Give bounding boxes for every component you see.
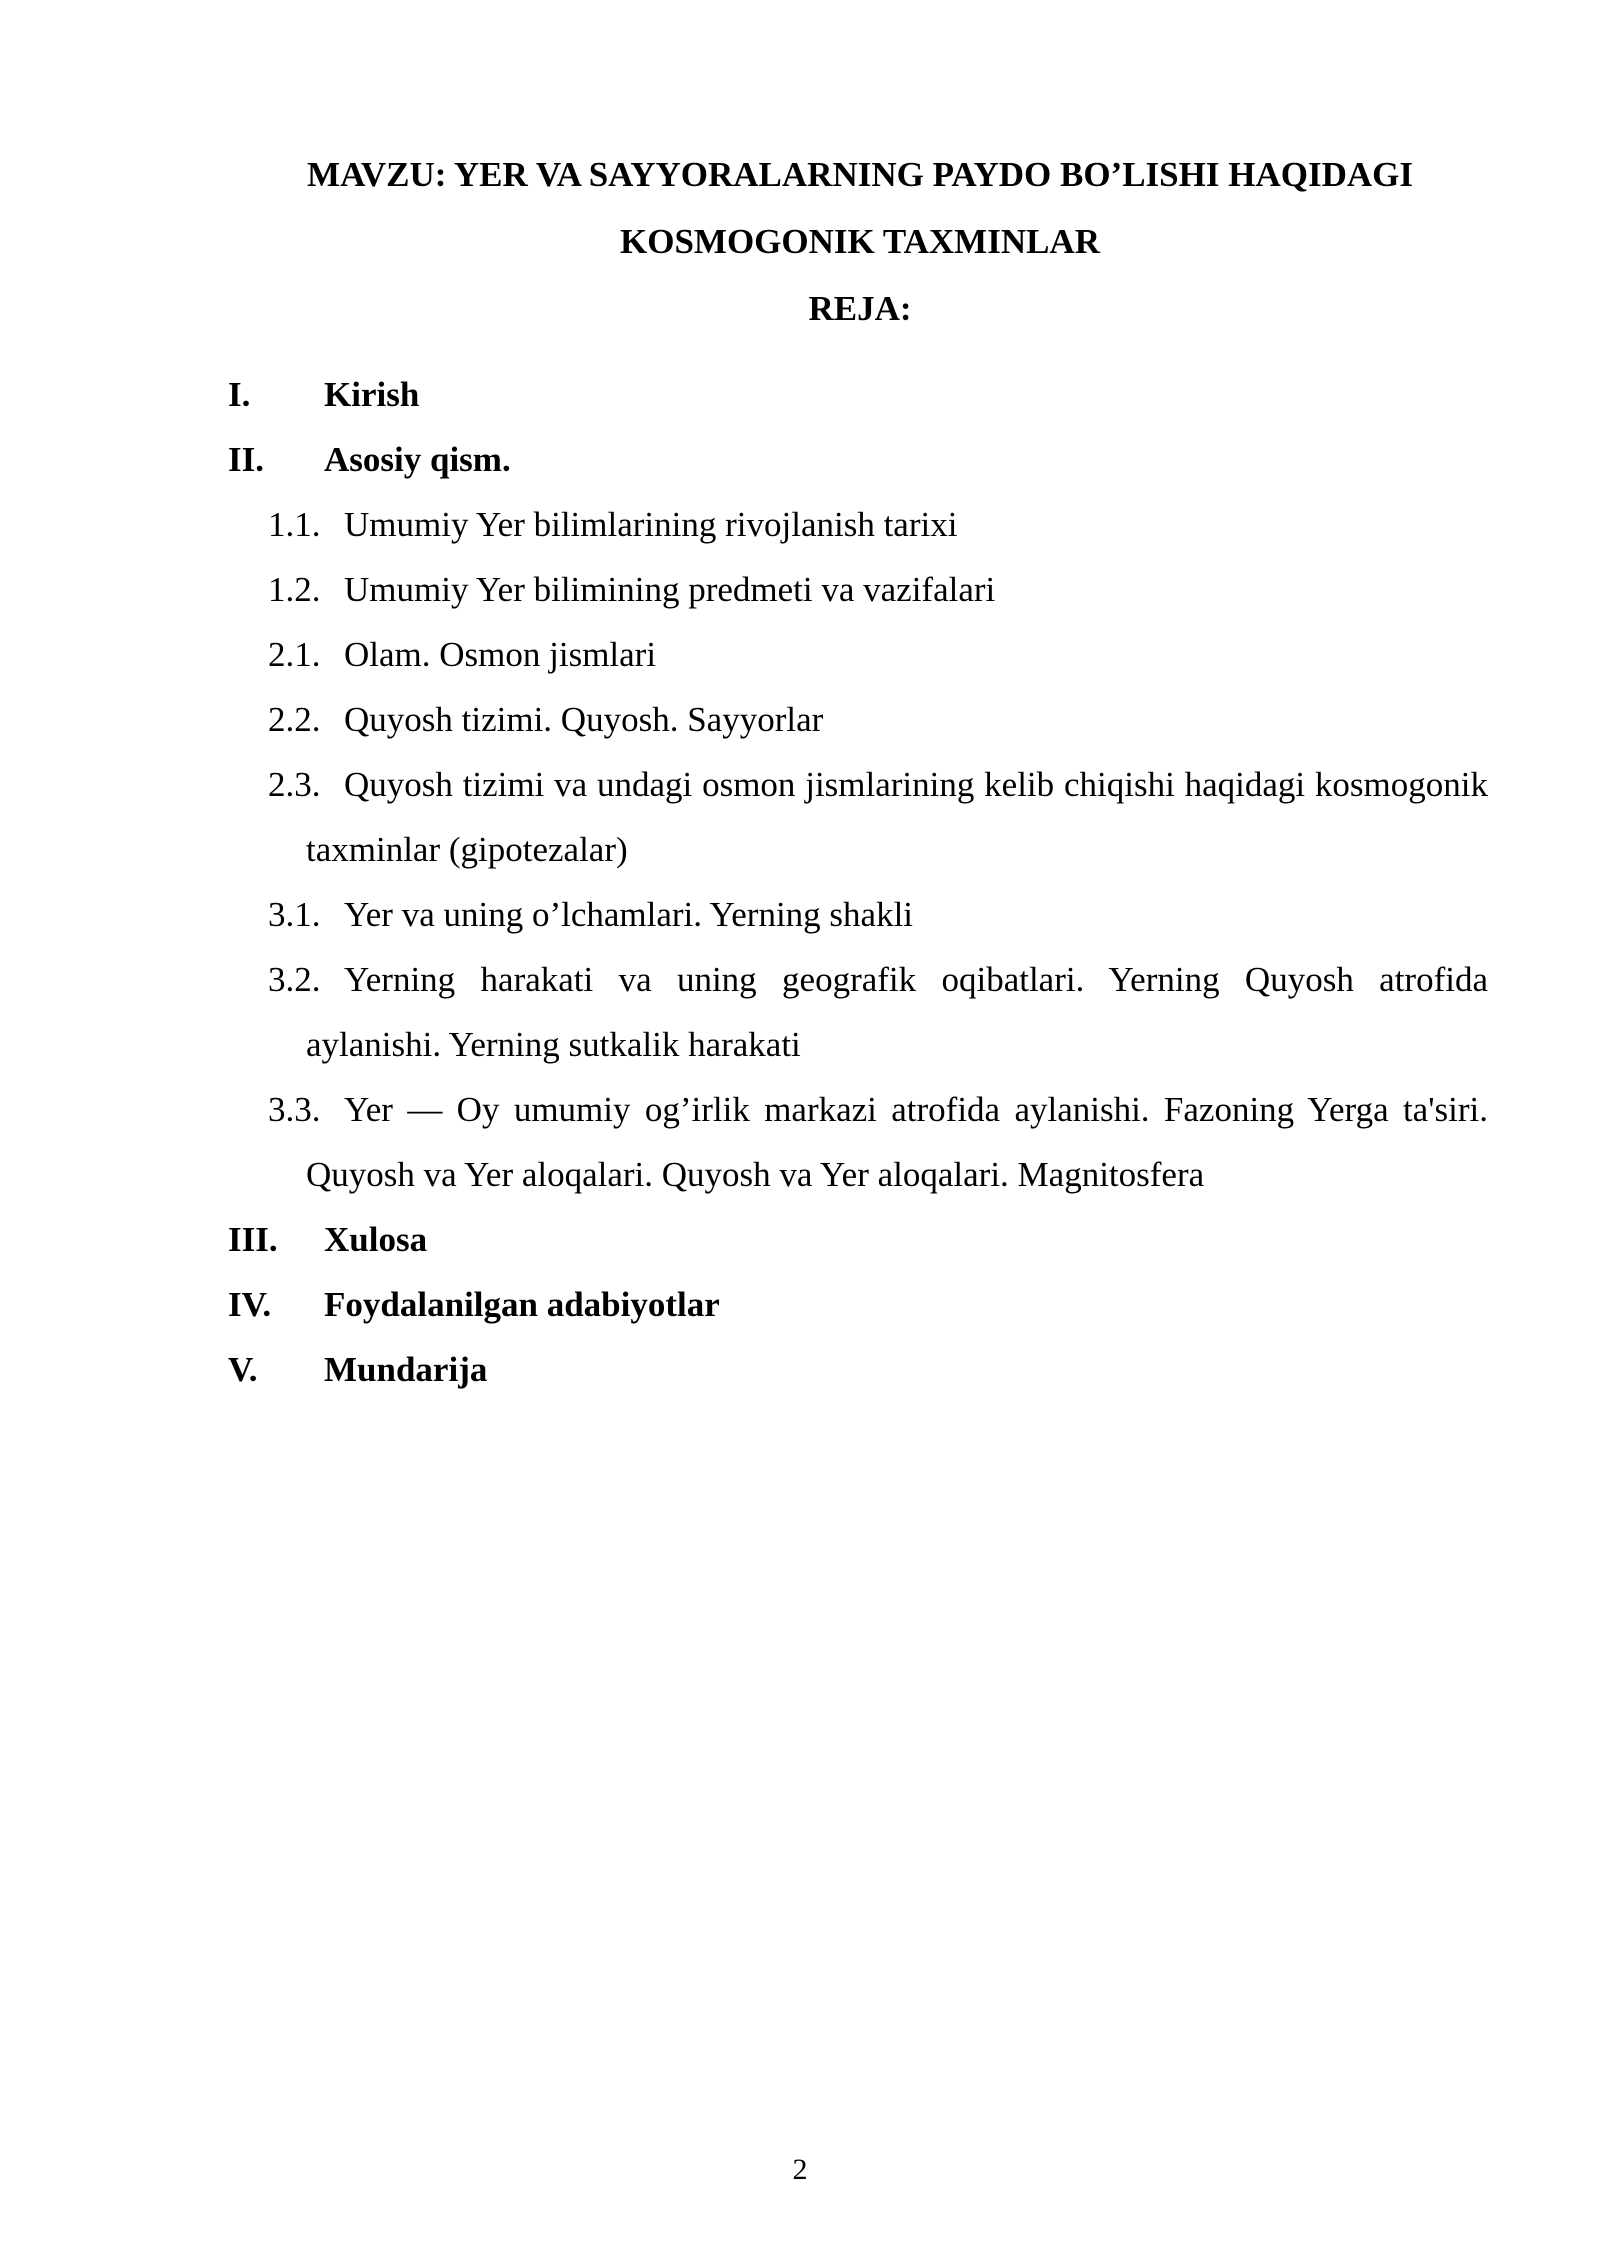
subitem-number: 3.2.: [268, 960, 321, 999]
subitem-number: 1.2.: [268, 570, 321, 609]
plan-subitem: [248, 557, 1488, 622]
plan-item-label: Xulosa: [324, 1220, 428, 1259]
plan-item-label: Asosiy qism.: [324, 440, 511, 479]
plan-subitem: [248, 752, 1488, 882]
subitem-label: Yer — Oy umumiy og’irlik markazi atrofida aylanishi. Fazoning Yerga ta's​iri. Quyosh va Yer aloqalari. Quyosh va Yer aloqalari. Magnitosfera: [306, 1090, 1488, 1194]
plan-subitem: [248, 492, 1488, 557]
plan-item-number: II.: [228, 440, 264, 479]
plan-item-number: IV.: [228, 1285, 272, 1324]
title-line-2: KOSMOGONIK TAXMINLAR: [620, 222, 1100, 261]
plan-item-number: I.: [228, 375, 251, 414]
plan-item-references: [228, 1272, 1488, 1337]
subitem-number: 2.1.: [268, 635, 321, 674]
plan-item-number: III.: [228, 1220, 278, 1259]
subitem-label: Quyosh tizimi. Quyosh. Sayyorlar: [344, 700, 824, 739]
plan-item-intro: [228, 362, 1488, 427]
page-number: 2: [792, 2153, 808, 2186]
subitem-label: Yer va uning o’lchamlari. Yerning shakli: [344, 895, 914, 934]
plan-list: [228, 362, 1488, 1402]
plan-subitem: [248, 882, 1488, 947]
plan-subitem: [248, 947, 1488, 1077]
plan-item-main: [228, 427, 1488, 492]
subitem-label: Umumiy Yer bilimlarining rivojlanish tarixi: [344, 505, 958, 544]
plan-item-label: Kirish: [324, 375, 420, 414]
plan-item-label: Foydalanilgan adabiyotlar: [324, 1285, 720, 1324]
subitem-number: 2.3.: [268, 765, 321, 804]
subitem-label: Quyosh tizimi va undagi osmon jismlarining kelib chiqishi haqidagi kosmogonik taxminlar (gipotezalar): [306, 765, 1488, 869]
plan-item-number: V.: [228, 1350, 258, 1389]
plan-subitem: [248, 1077, 1488, 1207]
subitem-label: Umumiy Yer bilimining predmeti va vazifalari: [344, 570, 996, 609]
subitem-number: 3.3.: [268, 1090, 321, 1129]
subitem-number: 2.2.: [268, 700, 321, 739]
plan-subitem: [248, 687, 1488, 752]
plan-heading: REJA:: [808, 289, 912, 328]
plan-subitem: [248, 622, 1488, 687]
subitem-label: Olam. Osmon jismlari: [344, 635, 657, 674]
title-line-1: MAVZU: YER VA SAYYORALARNING PAYDO BO’LISHI HAQIDAGI: [307, 155, 1413, 194]
subitem-number: 1.1.: [268, 505, 321, 544]
plan-item-label: Mundarija: [324, 1350, 488, 1389]
plan-item-conclusion: [228, 1207, 1488, 1272]
plan-item-contents: [228, 1337, 1488, 1402]
subitem-label: Yerning harakati va uning geografik oqibatlari. Yerning Quyosh atrofida aylanishi. Yerning sutkalik harakati: [306, 960, 1488, 1064]
subitem-number: 3.1.: [268, 895, 321, 934]
